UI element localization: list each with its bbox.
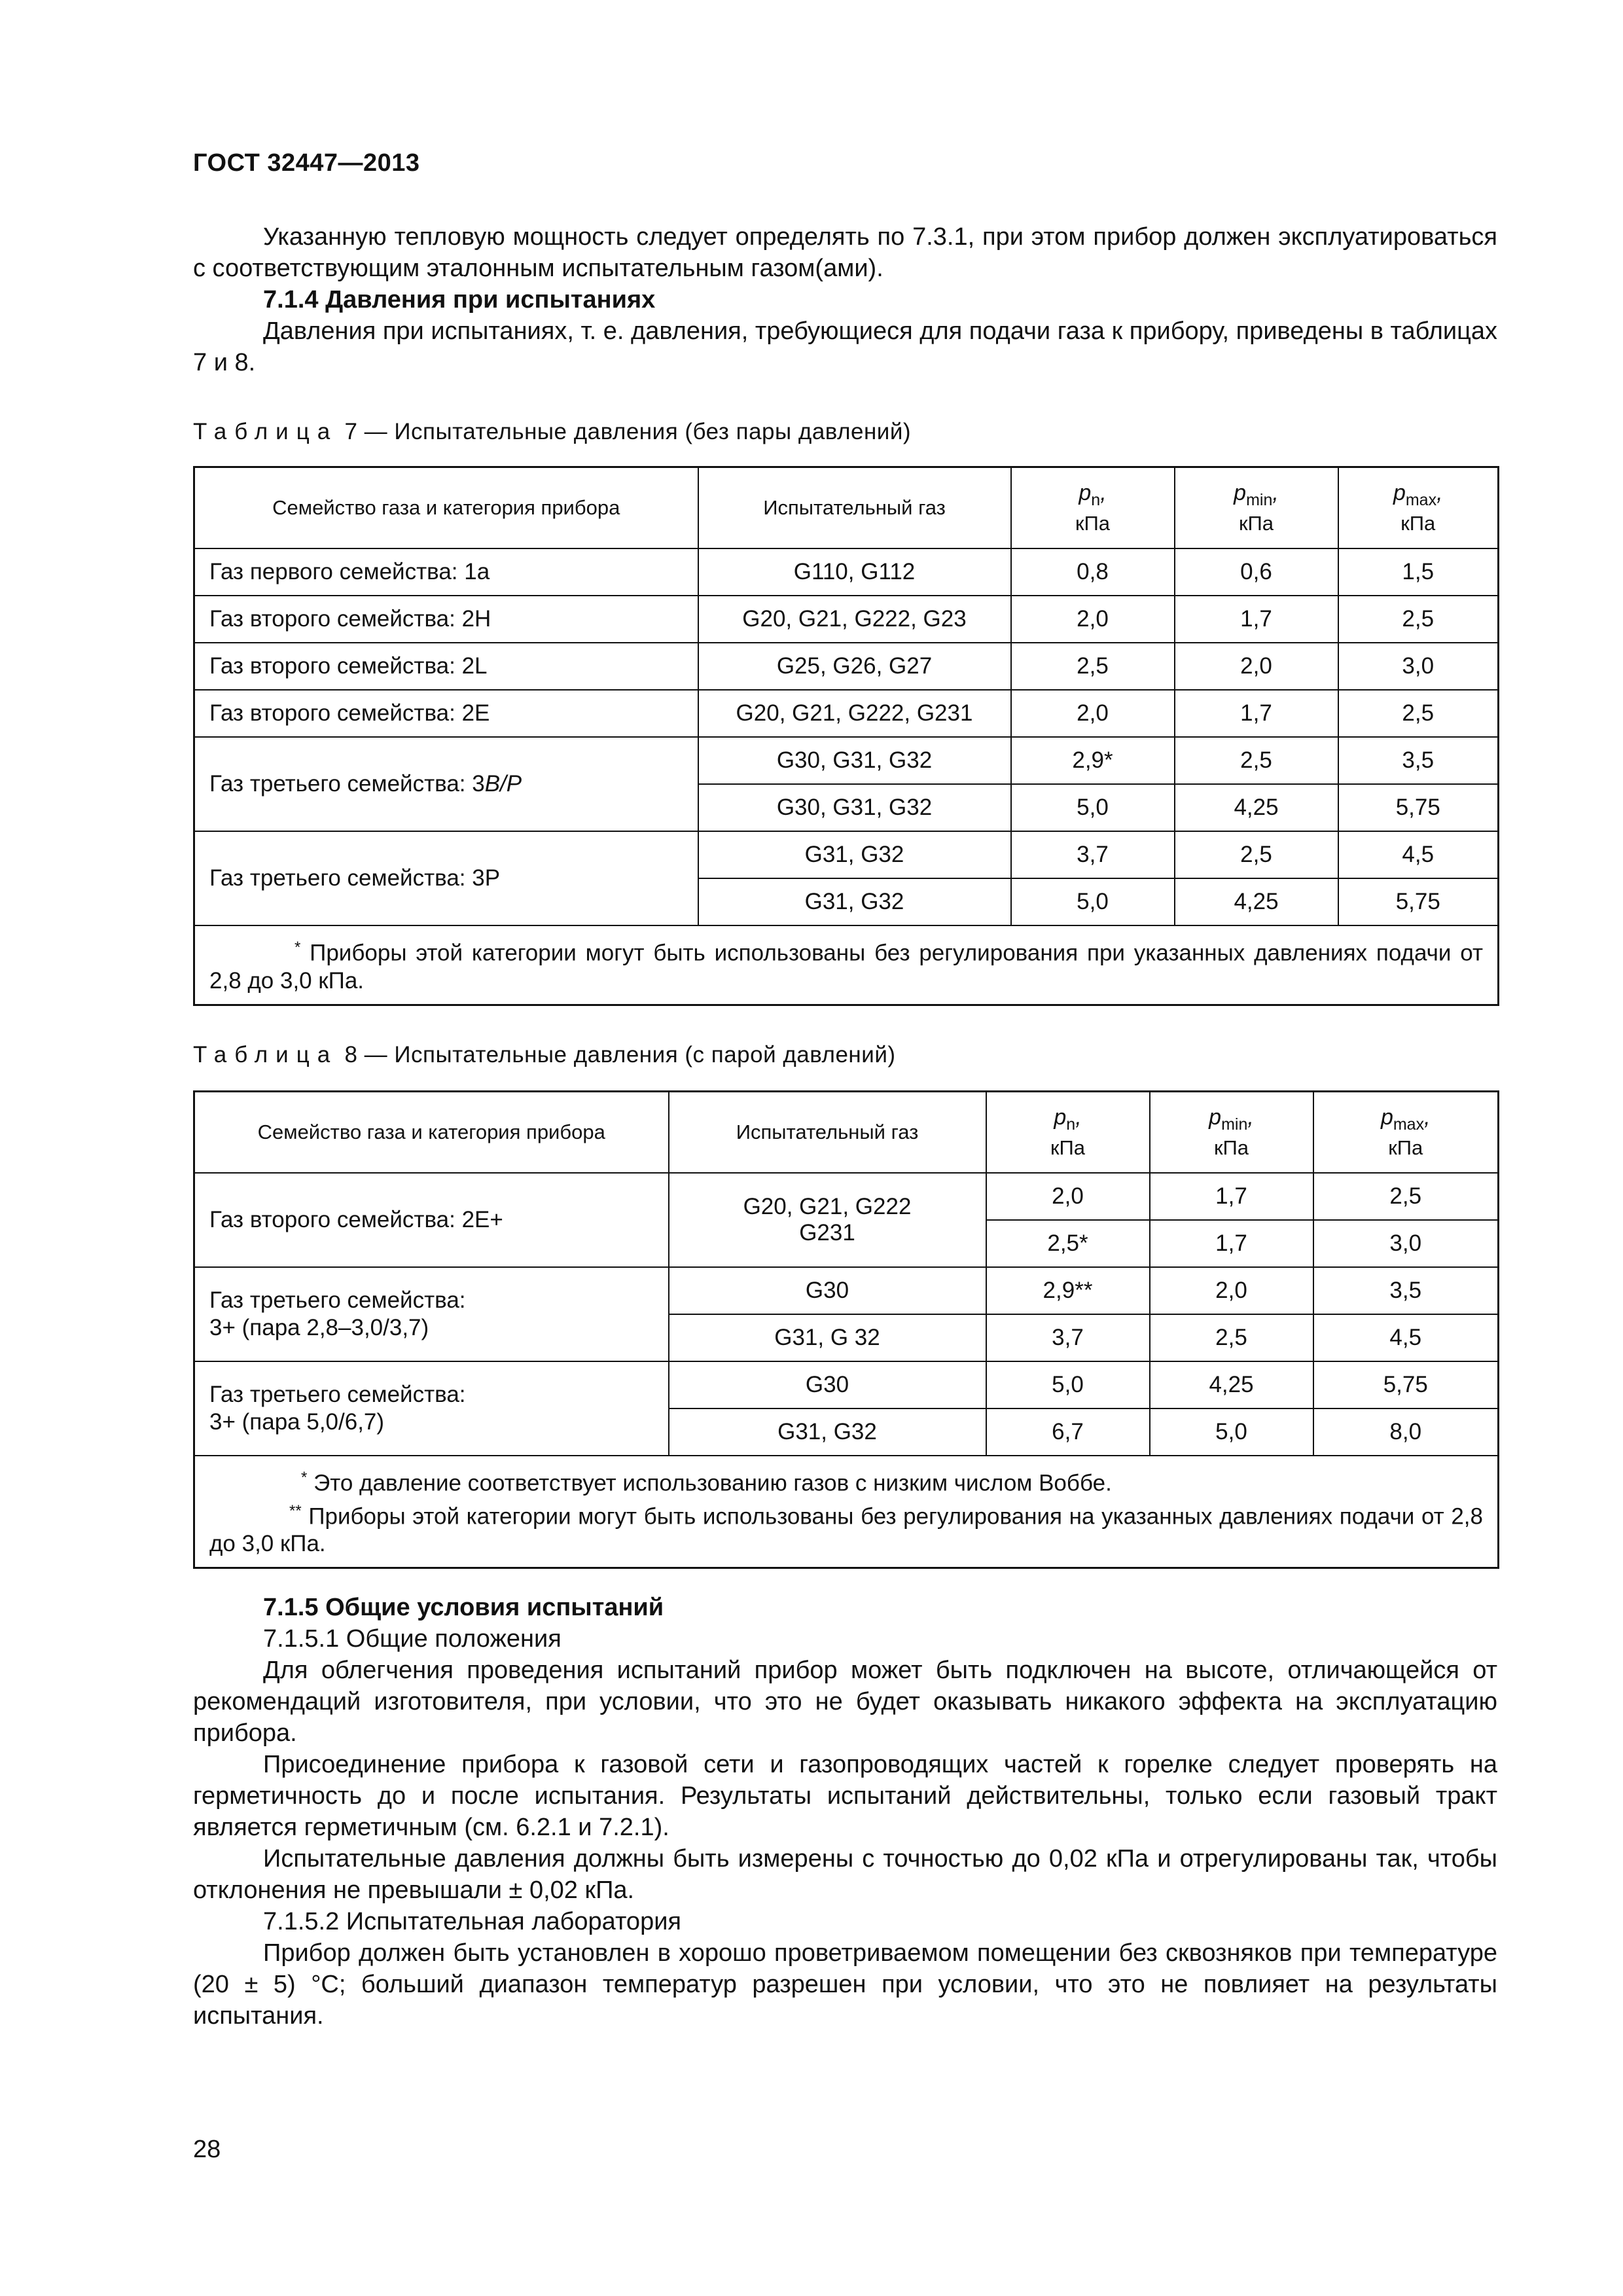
section-heading-714: 7.1.4 Давления при испытаниях — [263, 286, 656, 314]
pmax-cell: 8,0 — [1313, 1408, 1499, 1456]
pn-cell: 2,0 — [1011, 690, 1175, 737]
table-row — [194, 1361, 1499, 1408]
pn-cell: 6,7 — [986, 1408, 1150, 1456]
table8-header-gas: Испытательный газ — [669, 1092, 986, 1174]
pn-cell: 2,5 — [1011, 643, 1175, 690]
gas-cell: G30, G31, G32 — [698, 737, 1011, 784]
pn-cell: 5,0 — [986, 1361, 1150, 1408]
family-cell: Газ третьего семейства: 3P — [194, 831, 698, 925]
table7-header-family: Семейство газа и категория прибора — [194, 467, 698, 549]
table7-caption — [193, 419, 911, 445]
pmin-cell: 1,7 — [1175, 690, 1338, 737]
family-cell: Газ третьего семейства: 3+ (пара 2,8–3,0/3,7) — [194, 1267, 669, 1361]
pmin-cell: 2,5 — [1175, 737, 1338, 784]
family-cell: Газ второго семейства: 2E — [194, 690, 698, 737]
table8-caption-label: Таблица — [193, 1042, 338, 1067]
pmin-cell: 4,25 — [1150, 1361, 1313, 1408]
table8-note-row — [194, 1456, 1499, 1568]
pmin-cell: 5,0 — [1150, 1408, 1313, 1456]
gas-cell: G20, G21, G222, G23 — [698, 596, 1011, 643]
gas-cell: G31, G32 — [669, 1408, 986, 1456]
pmax-cell: 3,5 — [1338, 737, 1499, 784]
pmax-cell: 2,5 — [1338, 690, 1499, 737]
section-715 — [193, 1592, 1497, 2032]
pmin-cell: 4,25 — [1175, 784, 1338, 831]
table-row — [194, 1267, 1499, 1314]
table8-header-row — [194, 1092, 1499, 1174]
table-row — [194, 643, 1499, 690]
pmin-cell: 1,7 — [1150, 1220, 1313, 1267]
standard-title: ГОСТ 32447—2013 — [193, 149, 420, 177]
table8-header-pmin: $p_{min}$, кПа — [1150, 1092, 1313, 1174]
gas-cell: G30 — [669, 1267, 986, 1314]
table8-caption — [193, 1042, 896, 1068]
table8-header-pn: $p_n$, кПа — [986, 1092, 1150, 1174]
paragraph-accuracy: Испытательные давления должны быть измерены с точностью до 0,02 кПа и отрегулированы так, чтобы отклонения не превышали ± 0,02 кПа. — [193, 1845, 1497, 1904]
pn-cell: 2,0 — [986, 1173, 1150, 1220]
pmax-cell: 2,5 — [1313, 1173, 1499, 1220]
table7-caption-label: Таблица — [193, 419, 338, 444]
pmin-cell: 2,0 — [1150, 1267, 1313, 1314]
subsection-heading-7151: 7.1.5.1 Общие положения — [263, 1625, 562, 1653]
pmax-cell: 5,75 — [1313, 1361, 1499, 1408]
pmax-cell: 2,5 — [1338, 596, 1499, 643]
pn-cell: 5,0 — [1011, 784, 1175, 831]
pn-cell: 5,0 — [1011, 878, 1175, 925]
family-cell: Газ второго семейства: 2H — [194, 596, 698, 643]
intro-paragraph: Указанную тепловую мощность следует определять по 7.3.1, при этом прибор должен эксплуатироваться с соответствующим эталонным испытательным газом(ами). — [193, 223, 1497, 282]
pn-cell: 2,9** — [986, 1267, 1150, 1314]
page-number: 28 — [193, 2136, 221, 2163]
gas-cell: G20, G21, G222 G231 — [669, 1173, 986, 1267]
family-cell: Газ второго семейства: 2L — [194, 643, 698, 690]
pmax-cell: 4,5 — [1313, 1314, 1499, 1361]
paragraph-height: Для облегчения проведения испытаний прибор может быть подключен на высоте, отличающейся от рекомендаций изготовителя, при условии, что это не будет оказывать никакого эффекта на эксплуатацию прибора. — [193, 1657, 1497, 1747]
table-row — [194, 596, 1499, 643]
pn-cell: 0,8 — [1011, 548, 1175, 596]
table8-header-pmax: $p_{max}$, кПа — [1313, 1092, 1499, 1174]
family-cell: Газ второго семейства: 2E+ — [194, 1173, 669, 1267]
table-row — [194, 548, 1499, 596]
table7-footnote: * Приборы этой категории могут быть использованы без регулирования при указанных давлениях подачи от 2,8 до 3,0 кПа. — [194, 925, 1499, 1005]
table7-header-pn: $p_n$, кПа — [1011, 467, 1175, 549]
gas-cell: G30 — [669, 1361, 986, 1408]
table8-header-family: Семейство газа и категория прибора — [194, 1092, 669, 1174]
gas-cell: G110, G112 — [698, 548, 1011, 596]
table8-footnote-2: ** Приборы этой категории могут быть использованы без регулирования на указанных давлениях подачи от 2,8 до 3,0 кПа. — [209, 1501, 1483, 1557]
intro-section — [193, 221, 1497, 378]
table8 — [193, 1090, 1499, 1569]
gas-cell: G25, G26, G27 — [698, 643, 1011, 690]
table7-header-gas: Испытательный газ — [698, 467, 1011, 549]
pn-cell: 2,9* — [1011, 737, 1175, 784]
table-row — [194, 690, 1499, 737]
table8-footnotes — [194, 1456, 1499, 1568]
table8-footnote-1: * Это давление соответствует использованию газов с низким числом Воббе. — [301, 1469, 1112, 1496]
table7-note-row — [194, 925, 1499, 1005]
paragraph-laboratory: Прибор должен быть установлен в хорошо проветриваемом помещении без сквозняков при температуре (20 ± 5) °С; больший диапазон температур разрешен при условии, что это не повлияет на результаты испытания. — [193, 1939, 1497, 2030]
family-cell: Газ третьего семейства: 3+ (пара 5,0/6,7) — [194, 1361, 669, 1456]
pn-cell: 3,7 — [986, 1314, 1150, 1361]
pmax-cell: 5,75 — [1338, 878, 1499, 925]
pmin-cell: 2,0 — [1175, 643, 1338, 690]
pmax-cell: 5,75 — [1338, 784, 1499, 831]
section-heading-715: 7.1.5 Общие условия испытаний — [263, 1594, 664, 1621]
pmin-cell: 2,5 — [1150, 1314, 1313, 1361]
pn-cell: 3,7 — [1011, 831, 1175, 878]
gas-cell: G31, G32 — [698, 878, 1011, 925]
gas-cell: G20, G21, G222, G231 — [698, 690, 1011, 737]
paragraph-tightness: Присоединение прибора к газовой сети и газопроводящих частей к горелке следует проверять на герметичность до и после испытания. Результаты испытаний действительны, только если газовый тракт является герметичным (см. 6.2.1 и 7.2.1). — [193, 1751, 1497, 1841]
pmin-cell: 2,5 — [1175, 831, 1338, 878]
table7-header-pmin: $p_{min}$, кПа — [1175, 467, 1338, 549]
gas-cell: G31, G 32 — [669, 1314, 986, 1361]
family-cell: Газ первого семейства: 1a — [194, 548, 698, 596]
table-row — [194, 1173, 1499, 1220]
pn-cell: 2,5* — [986, 1220, 1150, 1267]
pressures-paragraph: Давления при испытаниях, т. е. давления, требующиеся для подачи газа к прибору, приведены в таблицах 7 и 8. — [193, 317, 1497, 376]
pn-cell: 2,0 — [1011, 596, 1175, 643]
table8-caption-text: 8 — Испытательные давления (с парой давлений) — [338, 1042, 896, 1067]
pmax-cell: 3,0 — [1338, 643, 1499, 690]
gas-cell: G30, G31, G32 — [698, 784, 1011, 831]
pmin-cell: 4,25 — [1175, 878, 1338, 925]
gas-cell: G31, G32 — [698, 831, 1011, 878]
family-cell: Газ третьего семейства: 3B/P — [194, 737, 698, 831]
pmax-cell: 3,5 — [1313, 1267, 1499, 1314]
table7-header-row — [194, 467, 1499, 549]
pmax-cell: 3,0 — [1313, 1220, 1499, 1267]
table-row — [194, 831, 1499, 878]
pmax-cell: 1,5 — [1338, 548, 1499, 596]
table7-header-pmax: $p_{max}$, кПа — [1338, 467, 1499, 549]
table-row — [194, 737, 1499, 784]
table7-caption-text: 7 — Испытательные давления (без пары давлений) — [338, 419, 912, 444]
subsection-heading-7152: 7.1.5.2 Испытательная лаборатория — [263, 1908, 682, 1935]
pmin-cell: 0,6 — [1175, 548, 1338, 596]
pmin-cell: 1,7 — [1150, 1173, 1313, 1220]
table7 — [193, 466, 1499, 1006]
pmax-cell: 4,5 — [1338, 831, 1499, 878]
pmin-cell: 1,7 — [1175, 596, 1338, 643]
